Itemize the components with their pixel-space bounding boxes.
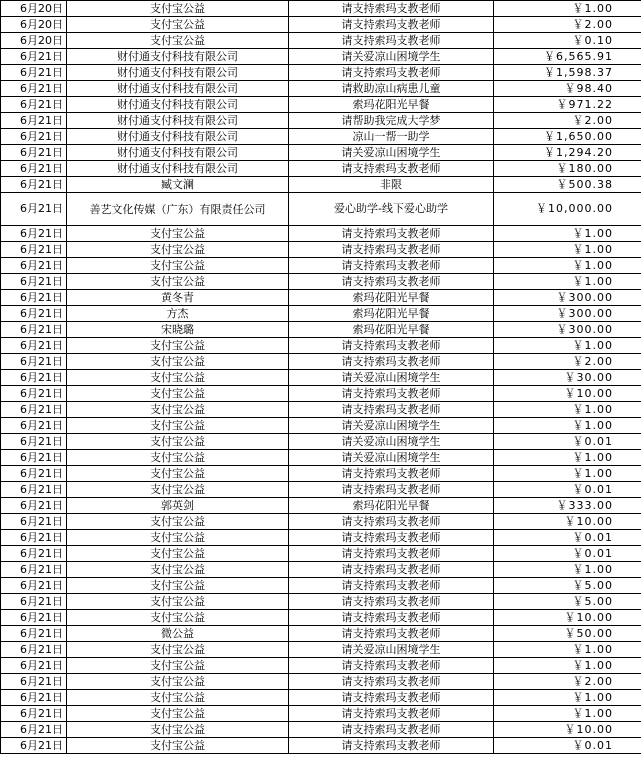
date-cell: 6月21日 xyxy=(1,386,67,402)
table-row xyxy=(1,145,641,161)
date-cell: 6月21日 xyxy=(1,193,67,226)
table-row xyxy=(1,290,641,306)
date-cell: 6月21日 xyxy=(1,722,67,738)
amount-cell: ￥5.00 xyxy=(494,594,641,610)
date-cell: 6月21日 xyxy=(1,226,67,242)
project-cell: 请支持索玛支教老师 xyxy=(289,562,494,578)
amount-cell: ￥2.00 xyxy=(494,354,641,370)
donor-cell: 支付宝公益 xyxy=(67,594,289,610)
date-cell: 6月21日 xyxy=(1,546,67,562)
donor-cell: 支付宝公益 xyxy=(67,258,289,274)
amount-cell: ￥5.00 xyxy=(494,578,641,594)
amount-cell: ￥6,565.91 xyxy=(494,49,641,65)
amount-cell: ￥1.00 xyxy=(494,242,641,258)
amount-cell: ￥0.01 xyxy=(494,546,641,562)
donor-cell: 财付通支付科技有限公司 xyxy=(67,161,289,177)
project-cell: 索玛花阳光早餐 xyxy=(289,290,494,306)
project-cell: 请支持索玛支教老师 xyxy=(289,226,494,242)
table-row xyxy=(1,546,641,562)
donor-cell: 支付宝公益 xyxy=(67,33,289,49)
table-row xyxy=(1,418,641,434)
project-cell: 请支持索玛支教老师 xyxy=(289,33,494,49)
date-cell: 6月21日 xyxy=(1,482,67,498)
table-row xyxy=(1,97,641,113)
table-row xyxy=(1,1,641,17)
table-row xyxy=(1,33,641,49)
donor-cell: 支付宝公益 xyxy=(67,578,289,594)
donor-cell: 支付宝公益 xyxy=(67,274,289,290)
amount-cell: ￥10.00 xyxy=(494,514,641,530)
table-row xyxy=(1,626,641,642)
date-cell: 6月21日 xyxy=(1,177,67,193)
amount-cell: ￥1.00 xyxy=(494,226,641,242)
amount-cell: ￥1,650.00 xyxy=(494,129,641,145)
amount-cell: ￥1.00 xyxy=(494,258,641,274)
date-cell: 6月21日 xyxy=(1,594,67,610)
amount-cell: ￥1.00 xyxy=(494,562,641,578)
table-row xyxy=(1,386,641,402)
date-cell: 6月21日 xyxy=(1,450,67,466)
table-row xyxy=(1,658,641,674)
date-cell: 6月21日 xyxy=(1,674,67,690)
table-row xyxy=(1,65,641,81)
donor-cell: 方杰 xyxy=(67,306,289,322)
date-cell: 6月21日 xyxy=(1,498,67,514)
table-row xyxy=(1,226,641,242)
date-cell: 6月21日 xyxy=(1,610,67,626)
table-row xyxy=(1,530,641,546)
amount-cell: ￥180.00 xyxy=(494,161,641,177)
date-cell: 6月21日 xyxy=(1,274,67,290)
project-cell: 请支持索玛支教老师 xyxy=(289,722,494,738)
donor-cell: 支付宝公益 xyxy=(67,658,289,674)
table-row xyxy=(1,642,641,658)
table-row xyxy=(1,322,641,338)
table-row xyxy=(1,338,641,354)
amount-cell: ￥1,294.20 xyxy=(494,145,641,161)
donor-cell: 支付宝公益 xyxy=(67,530,289,546)
project-cell: 请支持索玛支教老师 xyxy=(289,402,494,418)
project-cell: 请救助凉山病患儿童 xyxy=(289,81,494,97)
donor-cell: 支付宝公益 xyxy=(67,338,289,354)
amount-cell: ￥1.00 xyxy=(494,338,641,354)
amount-cell: ￥0.01 xyxy=(494,434,641,450)
donor-cell: 支付宝公益 xyxy=(67,562,289,578)
donor-cell: 支付宝公益 xyxy=(67,466,289,482)
amount-cell: ￥98.40 xyxy=(494,81,641,97)
project-cell: 请支持索玛支教老师 xyxy=(289,258,494,274)
donor-cell: 善艺文化传媒（广东）有限责任公司 xyxy=(67,193,289,226)
date-cell: 6月21日 xyxy=(1,113,67,129)
project-cell: 请支持索玛支教老师 xyxy=(289,658,494,674)
amount-cell: ￥1.00 xyxy=(494,642,641,658)
table-row xyxy=(1,258,641,274)
amount-cell: ￥30.00 xyxy=(494,370,641,386)
donor-cell: 财付通支付科技有限公司 xyxy=(67,145,289,161)
donor-cell: 支付宝公益 xyxy=(67,546,289,562)
project-cell: 请支持索玛支教老师 xyxy=(289,546,494,562)
project-cell: 请支持索玛支教老师 xyxy=(289,17,494,33)
table-row xyxy=(1,690,641,706)
amount-cell: ￥2.00 xyxy=(494,17,641,33)
project-cell: 请支持索玛支教老师 xyxy=(289,274,494,290)
donor-cell: 支付宝公益 xyxy=(67,226,289,242)
amount-cell: ￥2.00 xyxy=(494,113,641,129)
donor-cell: 财付通支付科技有限公司 xyxy=(67,113,289,129)
amount-cell: ￥0.01 xyxy=(494,482,641,498)
donor-cell: 支付宝公益 xyxy=(67,370,289,386)
project-cell: 请支持索玛支教老师 xyxy=(289,386,494,402)
date-cell: 6月21日 xyxy=(1,738,67,754)
project-cell: 请支持索玛支教老师 xyxy=(289,354,494,370)
table-row xyxy=(1,306,641,322)
donor-cell: 微公益 xyxy=(67,626,289,642)
amount-cell: ￥10.00 xyxy=(494,386,641,402)
donor-cell: 支付宝公益 xyxy=(67,418,289,434)
project-cell: 请关爱凉山困境学生 xyxy=(289,370,494,386)
donor-cell: 黄冬青 xyxy=(67,290,289,306)
date-cell: 6月21日 xyxy=(1,690,67,706)
table-row xyxy=(1,498,641,514)
table-row xyxy=(1,113,641,129)
date-cell: 6月21日 xyxy=(1,242,67,258)
amount-cell: ￥1,598.37 xyxy=(494,65,641,81)
project-cell: 索玛花阳光早餐 xyxy=(289,322,494,338)
donor-cell: 支付宝公益 xyxy=(67,674,289,690)
donor-cell: 郭英剑 xyxy=(67,498,289,514)
amount-cell: ￥333.00 xyxy=(494,498,641,514)
date-cell: 6月21日 xyxy=(1,466,67,482)
table-row xyxy=(1,161,641,177)
donor-cell: 支付宝公益 xyxy=(67,450,289,466)
project-cell: 请支持索玛支教老师 xyxy=(289,65,494,81)
date-cell: 6月20日 xyxy=(1,17,67,33)
date-cell: 6月21日 xyxy=(1,338,67,354)
donor-cell: 支付宝公益 xyxy=(67,738,289,754)
donor-cell: 财付通支付科技有限公司 xyxy=(67,49,289,65)
date-cell: 6月21日 xyxy=(1,97,67,113)
amount-cell: ￥50.00 xyxy=(494,626,641,642)
donor-cell: 支付宝公益 xyxy=(67,1,289,17)
donor-cell: 支付宝公益 xyxy=(67,690,289,706)
project-cell: 请支持索玛支教老师 xyxy=(289,482,494,498)
table-row xyxy=(1,482,641,498)
date-cell: 6月21日 xyxy=(1,65,67,81)
project-cell: 请支持索玛支教老师 xyxy=(289,338,494,354)
date-cell: 6月21日 xyxy=(1,290,67,306)
date-cell: 6月21日 xyxy=(1,530,67,546)
donor-cell: 宋晓璐 xyxy=(67,322,289,338)
project-cell: 索玛花阳光早餐 xyxy=(289,97,494,113)
date-cell: 6月21日 xyxy=(1,626,67,642)
project-cell: 请支持索玛支教老师 xyxy=(289,674,494,690)
donor-cell: 财付通支付科技有限公司 xyxy=(67,129,289,145)
project-cell: 请支持索玛支教老师 xyxy=(289,530,494,546)
table-row xyxy=(1,242,641,258)
project-cell: 请支持索玛支教老师 xyxy=(289,161,494,177)
date-cell: 6月21日 xyxy=(1,402,67,418)
project-cell: 请关爱凉山困境学生 xyxy=(289,450,494,466)
date-cell: 6月21日 xyxy=(1,161,67,177)
project-cell: 请支持索玛支教老师 xyxy=(289,690,494,706)
project-cell: 请支持索玛支教老师 xyxy=(289,514,494,530)
amount-cell: ￥300.00 xyxy=(494,322,641,338)
amount-cell: ￥1.00 xyxy=(494,402,641,418)
date-cell: 6月21日 xyxy=(1,322,67,338)
table-row xyxy=(1,562,641,578)
amount-cell: ￥10.00 xyxy=(494,610,641,626)
amount-cell: ￥10,000.00 xyxy=(494,193,641,226)
donor-cell: 支付宝公益 xyxy=(67,354,289,370)
date-cell: 6月20日 xyxy=(1,33,67,49)
amount-cell: ￥1.00 xyxy=(494,418,641,434)
donor-cell: 支付宝公益 xyxy=(67,610,289,626)
table-row xyxy=(1,129,641,145)
donor-cell: 支付宝公益 xyxy=(67,434,289,450)
project-cell: 凉山一帮一助学 xyxy=(289,129,494,145)
date-cell: 6月21日 xyxy=(1,258,67,274)
amount-cell: ￥1.00 xyxy=(494,466,641,482)
project-cell: 请关爱凉山困境学生 xyxy=(289,434,494,450)
project-cell: 索玛花阳光早餐 xyxy=(289,498,494,514)
donor-cell: 支付宝公益 xyxy=(67,402,289,418)
date-cell: 6月21日 xyxy=(1,434,67,450)
amount-cell: ￥2.00 xyxy=(494,674,641,690)
amount-cell: ￥300.00 xyxy=(494,290,641,306)
donor-cell: 支付宝公益 xyxy=(67,706,289,722)
project-cell: 索玛花阳光早餐 xyxy=(289,306,494,322)
donation-rows xyxy=(1,1,641,754)
table-row xyxy=(1,49,641,65)
donor-cell: 支付宝公益 xyxy=(67,722,289,738)
table-row xyxy=(1,722,641,738)
date-cell: 6月21日 xyxy=(1,129,67,145)
amount-cell: ￥0.10 xyxy=(494,33,641,49)
project-cell: 请支持索玛支教老师 xyxy=(289,466,494,482)
date-cell: 6月21日 xyxy=(1,306,67,322)
table-row xyxy=(1,354,641,370)
table-row xyxy=(1,274,641,290)
project-cell: 爱心助学-线下爱心助学 xyxy=(289,193,494,226)
table-row xyxy=(1,450,641,466)
table-row xyxy=(1,177,641,193)
date-cell: 6月21日 xyxy=(1,145,67,161)
project-cell: 请支持索玛支教老师 xyxy=(289,594,494,610)
donor-cell: 财付通支付科技有限公司 xyxy=(67,97,289,113)
project-cell: 请支持索玛支教老师 xyxy=(289,626,494,642)
project-cell: 请帮助我完成大学梦 xyxy=(289,113,494,129)
project-cell: 请关爱凉山困境学生 xyxy=(289,642,494,658)
project-cell: 请支持索玛支教老师 xyxy=(289,242,494,258)
table-row xyxy=(1,193,641,226)
project-cell: 请关爱凉山困境学生 xyxy=(289,418,494,434)
table-row xyxy=(1,514,641,530)
donor-cell: 支付宝公益 xyxy=(67,642,289,658)
amount-cell: ￥1.00 xyxy=(494,690,641,706)
table-row xyxy=(1,81,641,97)
date-cell: 6月21日 xyxy=(1,578,67,594)
amount-cell: ￥0.01 xyxy=(494,738,641,754)
table-row xyxy=(1,578,641,594)
amount-cell: ￥1.00 xyxy=(494,274,641,290)
project-cell: 非限 xyxy=(289,177,494,193)
donor-cell: 财付通支付科技有限公司 xyxy=(67,81,289,97)
donor-cell: 支付宝公益 xyxy=(67,386,289,402)
table-row xyxy=(1,17,641,33)
project-cell: 请关爱凉山困境学生 xyxy=(289,49,494,65)
amount-cell: ￥300.00 xyxy=(494,306,641,322)
project-cell: 请支持索玛支教老师 xyxy=(289,738,494,754)
project-cell: 请支持索玛支教老师 xyxy=(289,610,494,626)
donor-cell: 财付通支付科技有限公司 xyxy=(67,65,289,81)
date-cell: 6月21日 xyxy=(1,658,67,674)
date-cell: 6月21日 xyxy=(1,370,67,386)
table-row xyxy=(1,466,641,482)
date-cell: 6月21日 xyxy=(1,562,67,578)
project-cell: 请关爱凉山困境学生 xyxy=(289,145,494,161)
project-cell: 请支持索玛支教老师 xyxy=(289,706,494,722)
date-cell: 6月21日 xyxy=(1,706,67,722)
amount-cell: ￥1.00 xyxy=(494,706,641,722)
donor-cell: 支付宝公益 xyxy=(67,482,289,498)
donor-cell: 支付宝公益 xyxy=(67,514,289,530)
date-cell: 6月21日 xyxy=(1,418,67,434)
date-cell: 6月21日 xyxy=(1,81,67,97)
amount-cell: ￥10.00 xyxy=(494,722,641,738)
amount-cell: ￥1.00 xyxy=(494,658,641,674)
amount-cell: ￥1.00 xyxy=(494,1,641,17)
amount-cell: ￥971.22 xyxy=(494,97,641,113)
date-cell: 6月21日 xyxy=(1,354,67,370)
table-row xyxy=(1,594,641,610)
project-cell: 请支持索玛支教老师 xyxy=(289,1,494,17)
amount-cell: ￥500.38 xyxy=(494,177,641,193)
date-cell: 6月21日 xyxy=(1,514,67,530)
table-row xyxy=(1,706,641,722)
project-cell: 请支持索玛支教老师 xyxy=(289,578,494,594)
donor-cell: 支付宝公益 xyxy=(67,17,289,33)
amount-cell: ￥1.00 xyxy=(494,450,641,466)
table-row xyxy=(1,370,641,386)
table-row xyxy=(1,738,641,754)
donor-cell: 臧文澜 xyxy=(67,177,289,193)
table-row xyxy=(1,434,641,450)
table-row xyxy=(1,610,641,626)
table-row xyxy=(1,674,641,690)
donor-cell: 支付宝公益 xyxy=(67,242,289,258)
date-cell: 6月21日 xyxy=(1,642,67,658)
amount-cell: ￥0.01 xyxy=(494,530,641,546)
date-cell: 6月20日 xyxy=(1,1,67,17)
date-cell: 6月21日 xyxy=(1,49,67,65)
table-row xyxy=(1,402,641,418)
